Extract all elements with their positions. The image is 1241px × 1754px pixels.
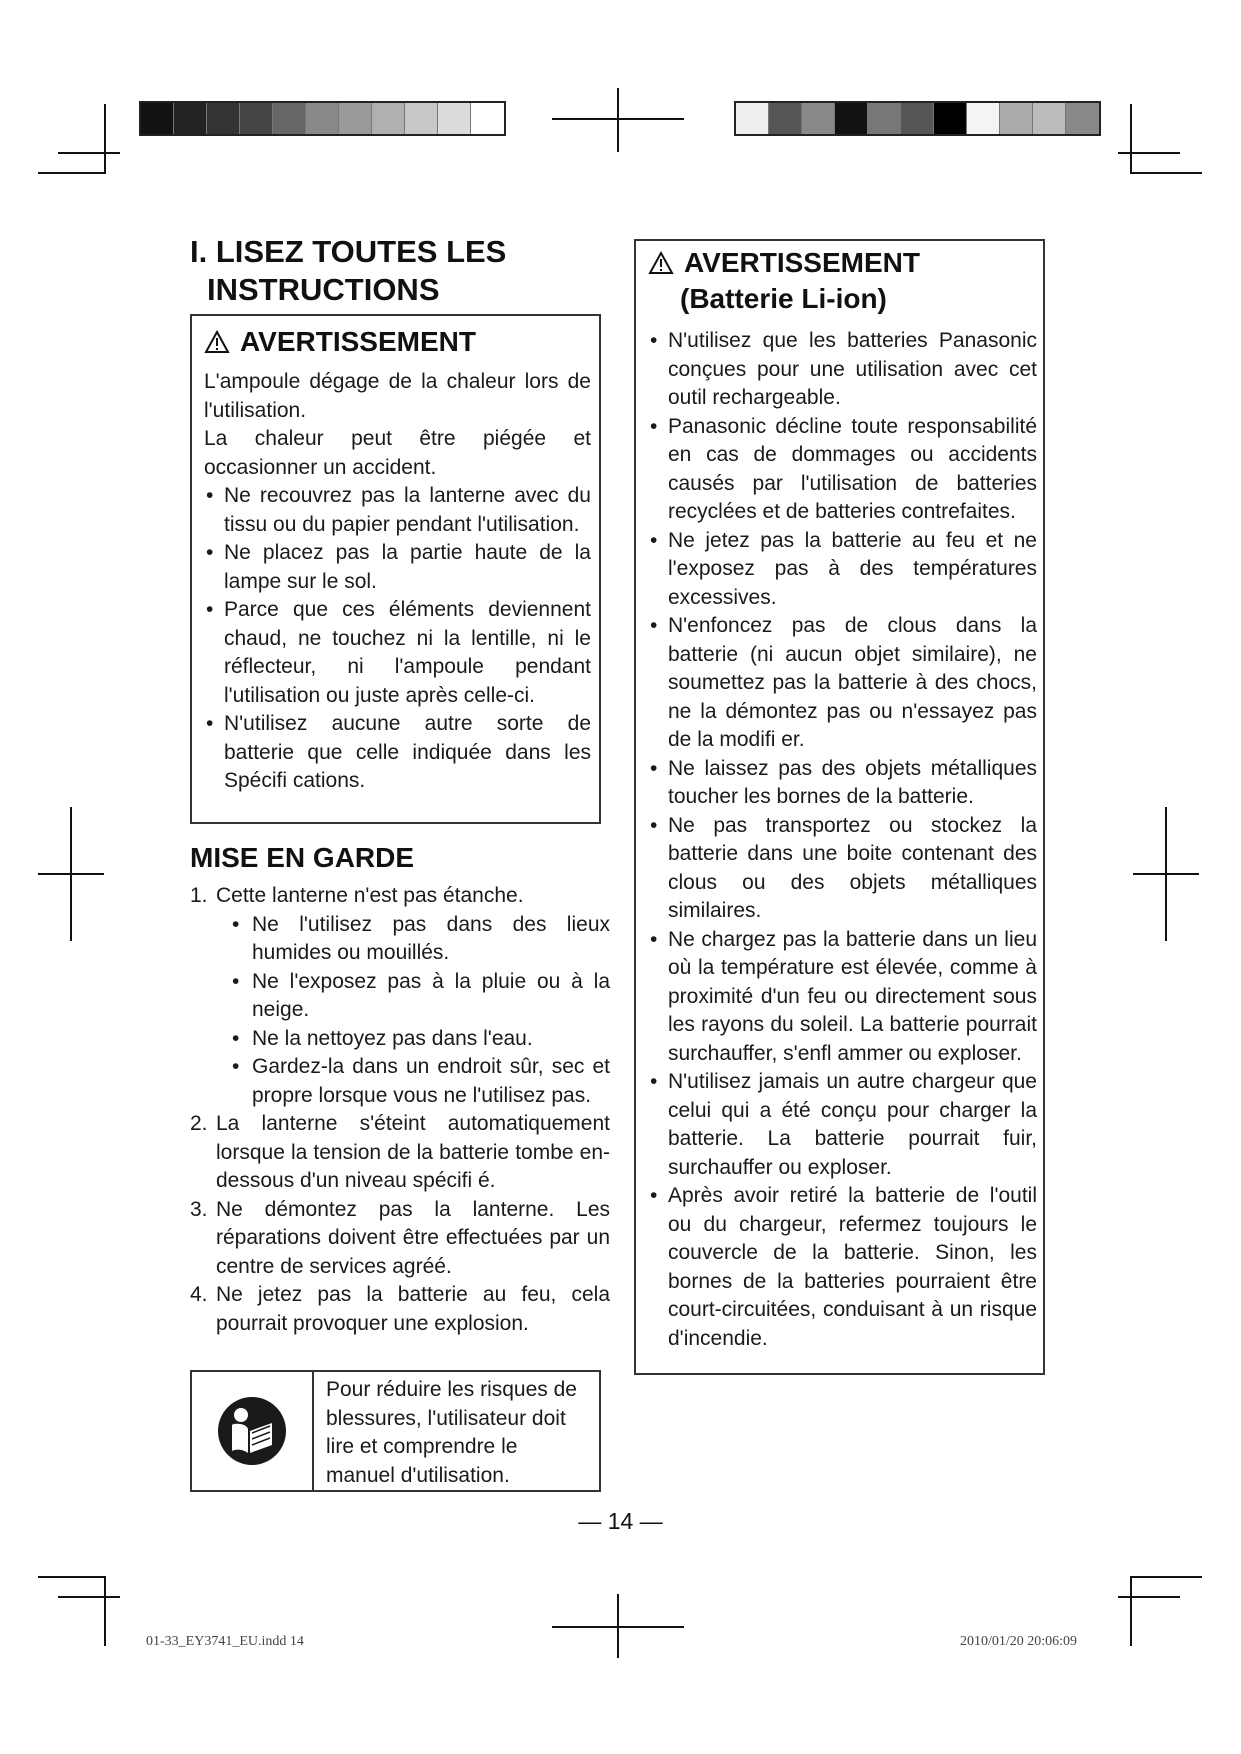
- color-swatch: [141, 103, 174, 134]
- page-title: [190, 233, 506, 309]
- item-number: 2.: [190, 1112, 208, 1135]
- read-manual-icon: [216, 1395, 288, 1467]
- list-item: • Ne recouvrez pas la lanterne avec du tissu ou du papier pendant l'utilisation.: [204, 482, 591, 539]
- color-swatch: [967, 103, 1000, 134]
- item-text: Ne jetez pas la batterie au feu, cela pourrait provoquer une explosion.: [216, 1283, 610, 1335]
- sub-list-item: • Ne l'utilisez pas dans des lieux humides ou mouillés.: [228, 911, 610, 968]
- list-item: • N'utilisez que les batteries Panasonic conçues pour une utilisation avec cet outil rechargeable.: [648, 327, 1037, 413]
- list-item: • Panasonic décline toute responsabilité en cas de dommages ou accidents causés par l'utilisation de batteries recyclées et de batteries contrefaites.: [648, 413, 1037, 527]
- list-item: • Parce que ces éléments deviennent chaud, ne touchez ni la lentille, ni le réflecteur, ni l'ampoule pendant l'utilisation ou juste après celle-ci.: [204, 596, 591, 710]
- list-item: • Après avoir retiré la batterie de l'outil ou du chargeur, refermez toujours le couvercle de la batterie. Sinon, les bornes de la batteries pourraient être court-circuitées, conduisant à un risque d'incendie.: [648, 1182, 1037, 1353]
- warning-heading: [648, 245, 1037, 281]
- sub-list-item: • Ne la nettoyez pas dans l'eau.: [228, 1025, 610, 1054]
- color-swatch: [471, 103, 504, 134]
- color-swatch: [769, 103, 802, 134]
- list-item: • Ne placez pas la partie haute de la lampe sur le sol.: [204, 539, 591, 596]
- list-item: • N'utilisez jamais un autre chargeur que celui qui a été conçu pour charger la batterie. La batterie pourrait fuir, surchauffer ou exploser.: [648, 1068, 1037, 1182]
- color-swatch: [1000, 103, 1033, 134]
- color-swatch: [438, 103, 471, 134]
- warning-title: AVERTISSEMENT: [240, 326, 476, 357]
- warning-subtitle: (Batterie Li-ion): [680, 283, 887, 314]
- notice-icon-cell: [192, 1372, 314, 1490]
- warning-title: AVERTISSEMENT: [684, 247, 920, 278]
- color-swatch: [207, 103, 240, 134]
- list-item: • Ne laissez pas des objets métalliques toucher les bornes de la batterie.: [648, 755, 1037, 812]
- sub-list-item: • Gardez-la dans un endroit sûr, sec et propre lorsque vous ne l'utilisez pas.: [228, 1053, 610, 1110]
- item-text: Ne démontez pas la lanterne. Les réparations doivent être effectuées par un centre de services agréé.: [216, 1197, 610, 1278]
- footer-timestamp: 2010/01/20 20:06:09: [960, 1634, 1078, 1649]
- list-item: [190, 1281, 610, 1338]
- list-item: • N'utilisez aucune autre sorte de batterie que celle indiquée dans les Spécifi cations.: [204, 710, 591, 796]
- battery-warning-list: [648, 327, 1037, 1353]
- color-swatch: [372, 103, 405, 134]
- title-line-1: I. LISEZ TOUTES LES: [190, 234, 507, 269]
- color-swatch: [240, 103, 273, 134]
- list-item: [190, 1110, 610, 1196]
- color-swatch: [934, 103, 967, 134]
- caution-heading: MISE EN GARDE: [190, 842, 415, 873]
- list-item: • Ne pas transportez ou stockez la batterie dans une boite contenant des clous ou des objets métalliques similaires.: [648, 812, 1037, 926]
- sub-list-item: • Ne l'exposez pas à la pluie ou à la neige.: [228, 968, 610, 1025]
- caution-list: [190, 882, 610, 1338]
- list-item: • Ne jetez pas la batterie au feu et ne l'exposez pas à des températures excessives.: [648, 527, 1037, 613]
- item-number: 3.: [190, 1197, 208, 1221]
- list-item: • Ne chargez pas la batterie dans un lieu où la température est élevée, comme à proximité d'un feu ou directement sous les rayons du soleil. La batterie pourrait surchauffer, s'enfl ammer ou exploser.: [648, 926, 1037, 1069]
- title-line-2: INSTRUCTIONS: [207, 272, 440, 307]
- color-swatch: [405, 103, 438, 134]
- color-swatch: [736, 103, 769, 134]
- item-number: 1.: [190, 884, 208, 907]
- warning-triangle-icon: [204, 330, 230, 354]
- color-bar-right: [734, 101, 1101, 136]
- warning-triangle-icon: [648, 251, 674, 275]
- list-item: • N'enfoncez pas de clous dans la batterie (ni aucun objet similaire), ne soumettez pas la batterie à des chocs, ne la démontez pas ou n'essayez pas de la modifi er.: [648, 612, 1037, 755]
- color-swatch: [1066, 103, 1099, 134]
- sub-list: [216, 911, 610, 1111]
- page-number: — 14 —: [578, 1508, 663, 1534]
- warning-box-battery: [634, 239, 1045, 1375]
- color-swatch: [306, 103, 339, 134]
- warning-paragraph: L'ampoule dégage de la chaleur lors de l'utilisation.: [204, 370, 591, 422]
- color-swatch: [802, 103, 835, 134]
- warning-heading: [204, 324, 591, 360]
- list-item: [190, 1196, 610, 1282]
- color-bar-left: [139, 101, 506, 136]
- color-swatch: [174, 103, 207, 134]
- item-text: La lanterne s'éteint automatiquement lorsque la tension de la batterie tombe en-dessous d'un niveau spécifi é.: [216, 1112, 610, 1192]
- color-swatch: [273, 103, 306, 134]
- color-swatch: [901, 103, 934, 134]
- warning-paragraph: La chaleur peut être piégée et occasionner un accident.: [204, 427, 591, 479]
- color-swatch: [1033, 103, 1066, 134]
- list-item: [190, 882, 610, 1110]
- warning-box-left: [190, 314, 601, 824]
- item-text: Cette lanterne n'est pas étanche.: [216, 884, 524, 907]
- read-manual-notice: [190, 1370, 601, 1492]
- notice-text: Pour réduire les risques de blessures, l'utilisateur doit lire et comprendre le manuel d'utilisation.: [326, 1378, 577, 1487]
- color-swatch: [835, 103, 868, 134]
- item-number: 4.: [190, 1283, 208, 1306]
- color-swatch: [339, 103, 372, 134]
- warning-list: [204, 482, 591, 796]
- footer-filename: 01-33_EY3741_EU.indd 14: [146, 1634, 304, 1649]
- color-swatch: [868, 103, 901, 134]
